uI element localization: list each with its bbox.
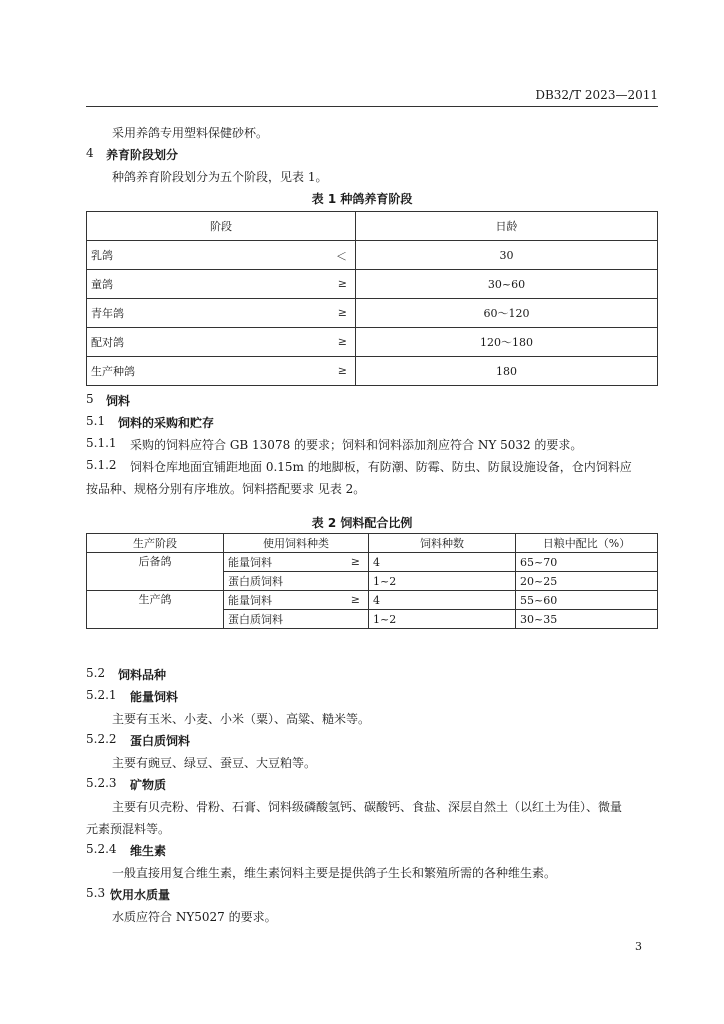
table-row: [87, 534, 658, 553]
table-row: [87, 241, 658, 270]
table-2-caption: 表 2 饲料配合比例: [311, 516, 413, 530]
section-5-1-2-text: 饲料仓库地面宜铺距地面 0.15m 的地脚板，有防潮、防霉、防虫、防鼠设施设备，仓内饲料应: [130, 460, 632, 474]
stage-label: 配对鸽: [91, 336, 124, 349]
section-4-text: 种鸽养育阶段划分为五个阶段，见表 1。: [112, 170, 328, 184]
table-row: [87, 553, 658, 572]
section-5-2-4-text: 一般直接用复合维生素，维生素饲料主要是提供鸽子生长和繁殖所需的各种维生素。: [112, 866, 557, 880]
feed-type-label: 蛋白质饲料: [228, 575, 283, 588]
table-cell: [87, 241, 356, 270]
section-5-2-1-number: 5.2.1: [86, 688, 117, 702]
section-5-title: 饲料: [106, 394, 131, 408]
table-cell: 120～180: [356, 328, 658, 357]
section-5-1-1-text: 采购的饲料应符合 GB 13078 的要求；饲料和饲料添加剂应符合 NY 5032 的要求。: [130, 438, 583, 452]
header-rule: [86, 106, 658, 107]
feed-type-label: 蛋白质饲料: [228, 613, 283, 626]
section-4-number: 4: [86, 146, 94, 160]
table-header-cell: 饲料种数: [369, 534, 516, 553]
table-header-cell: 使用饲料种类: [224, 534, 369, 553]
section-5-2-1-text: 主要有玉米、小麦、小米（粟）、高粱、糙米等。: [112, 712, 371, 726]
section-5-2-2-text: 主要有豌豆、绿豆、蚕豆、大豆粕等。: [112, 756, 317, 770]
table-1-caption: 表 1 种鸽养育阶段: [311, 192, 413, 206]
comparison-symbol: ≥: [337, 306, 347, 319]
comparison-symbol: ≥: [337, 335, 347, 348]
stage-label: 童鸽: [91, 278, 113, 291]
table-header-cell: 阶段: [87, 212, 356, 241]
table-cell: 60～120: [356, 299, 658, 328]
table-cell: [224, 610, 369, 629]
table-cell: 65~70: [516, 553, 658, 572]
section-5-3-text: 水质应符合 NY5027 的要求。: [112, 910, 277, 924]
standard-number: DB32/T 2023—2011: [535, 88, 658, 102]
table-cell: [224, 591, 369, 610]
table-cell: [87, 270, 356, 299]
section-5-1-title: 饲料的采购和贮存: [118, 416, 215, 430]
comparison-symbol: ≥: [350, 593, 360, 606]
section-5-2-3-text: 主要有贝壳粉、骨粉、石膏、饲料级磷酸氢钙、碳酸钙、食盐、深层自然土（以红土为佳）、微量: [112, 800, 623, 814]
table-cell: 180: [356, 357, 658, 386]
section-5-2-3-title: 矿物质: [130, 778, 167, 792]
table-cell: 4: [369, 553, 516, 572]
table-row: [87, 270, 658, 299]
table-row: [87, 357, 658, 386]
section-5-2-title: 饲料品种: [118, 668, 167, 682]
comparison-symbol: ≥: [350, 555, 360, 568]
table-header-cell: 生产阶段: [87, 534, 224, 553]
table-cell: 55~60: [516, 591, 658, 610]
section-5-2-2-number: 5.2.2: [86, 732, 117, 746]
section-5-1-number: 5.1: [86, 414, 106, 428]
section-5-1-2-number: 5.1.2: [86, 458, 117, 472]
comparison-symbol: ≥: [337, 277, 347, 290]
table-cell: [87, 357, 356, 386]
section-5-1-2-text-cont: 按品种、规格分别有序堆放。饲料搭配要求 见表 2。: [86, 482, 366, 496]
section-5-2-3-number: 5.2.3: [86, 776, 117, 790]
comparison-symbol: ≥: [337, 364, 347, 377]
table-row: [87, 591, 658, 610]
table-2: [86, 533, 658, 629]
table-cell: [224, 572, 369, 591]
stage-label: 青年鸽: [91, 307, 124, 320]
table-cell: 30~60: [356, 270, 658, 299]
table-cell: 30~35: [516, 610, 658, 629]
feed-type-label: 能量饲料: [228, 556, 272, 569]
table-row: [87, 212, 658, 241]
stage-label: 生产种鸽: [91, 365, 135, 378]
table-cell: 生产鸽: [87, 591, 224, 629]
section-4-title: 养育阶段划分: [106, 148, 179, 162]
feed-type-label: 能量饲料: [228, 594, 272, 607]
table-1: [86, 211, 658, 386]
section-5-number: 5: [86, 392, 94, 406]
intro-line: 采用养鸽专用塑料保健砂杯。: [112, 126, 269, 140]
table-cell: [87, 328, 356, 357]
table-header-cell: 日粮中配比（%）: [516, 534, 658, 553]
table-cell: 1~2: [369, 572, 516, 591]
table-cell: [224, 553, 369, 572]
section-5-2-4-number: 5.2.4: [86, 842, 117, 856]
page-number: 3: [635, 940, 642, 953]
table-cell: 20~25: [516, 572, 658, 591]
section-5-2-1-title: 能量饲料: [130, 690, 179, 704]
table-row: [87, 328, 658, 357]
section-5-2-4-title: 维生素: [130, 844, 167, 858]
section-5-2-number: 5.2: [86, 666, 106, 680]
table-header-cell: 日龄: [356, 212, 658, 241]
table-cell: 30: [356, 241, 658, 270]
table-row: [87, 299, 658, 328]
section-5-1-1-number: 5.1.1: [86, 436, 117, 450]
table-cell: 4: [369, 591, 516, 610]
section-5-3-title: 饮用水质量: [110, 888, 171, 902]
section-5-2-3-text-cont: 元素预混料等。: [86, 822, 171, 836]
stage-label: 乳鸽: [91, 249, 113, 262]
table-cell: [87, 299, 356, 328]
comparison-symbol: ＜: [336, 250, 347, 263]
table-cell: 1~2: [369, 610, 516, 629]
table-cell: 后备鸽: [87, 553, 224, 591]
section-5-3-number: 5.3: [86, 886, 106, 900]
section-5-2-2-title: 蛋白质饲料: [130, 734, 191, 748]
